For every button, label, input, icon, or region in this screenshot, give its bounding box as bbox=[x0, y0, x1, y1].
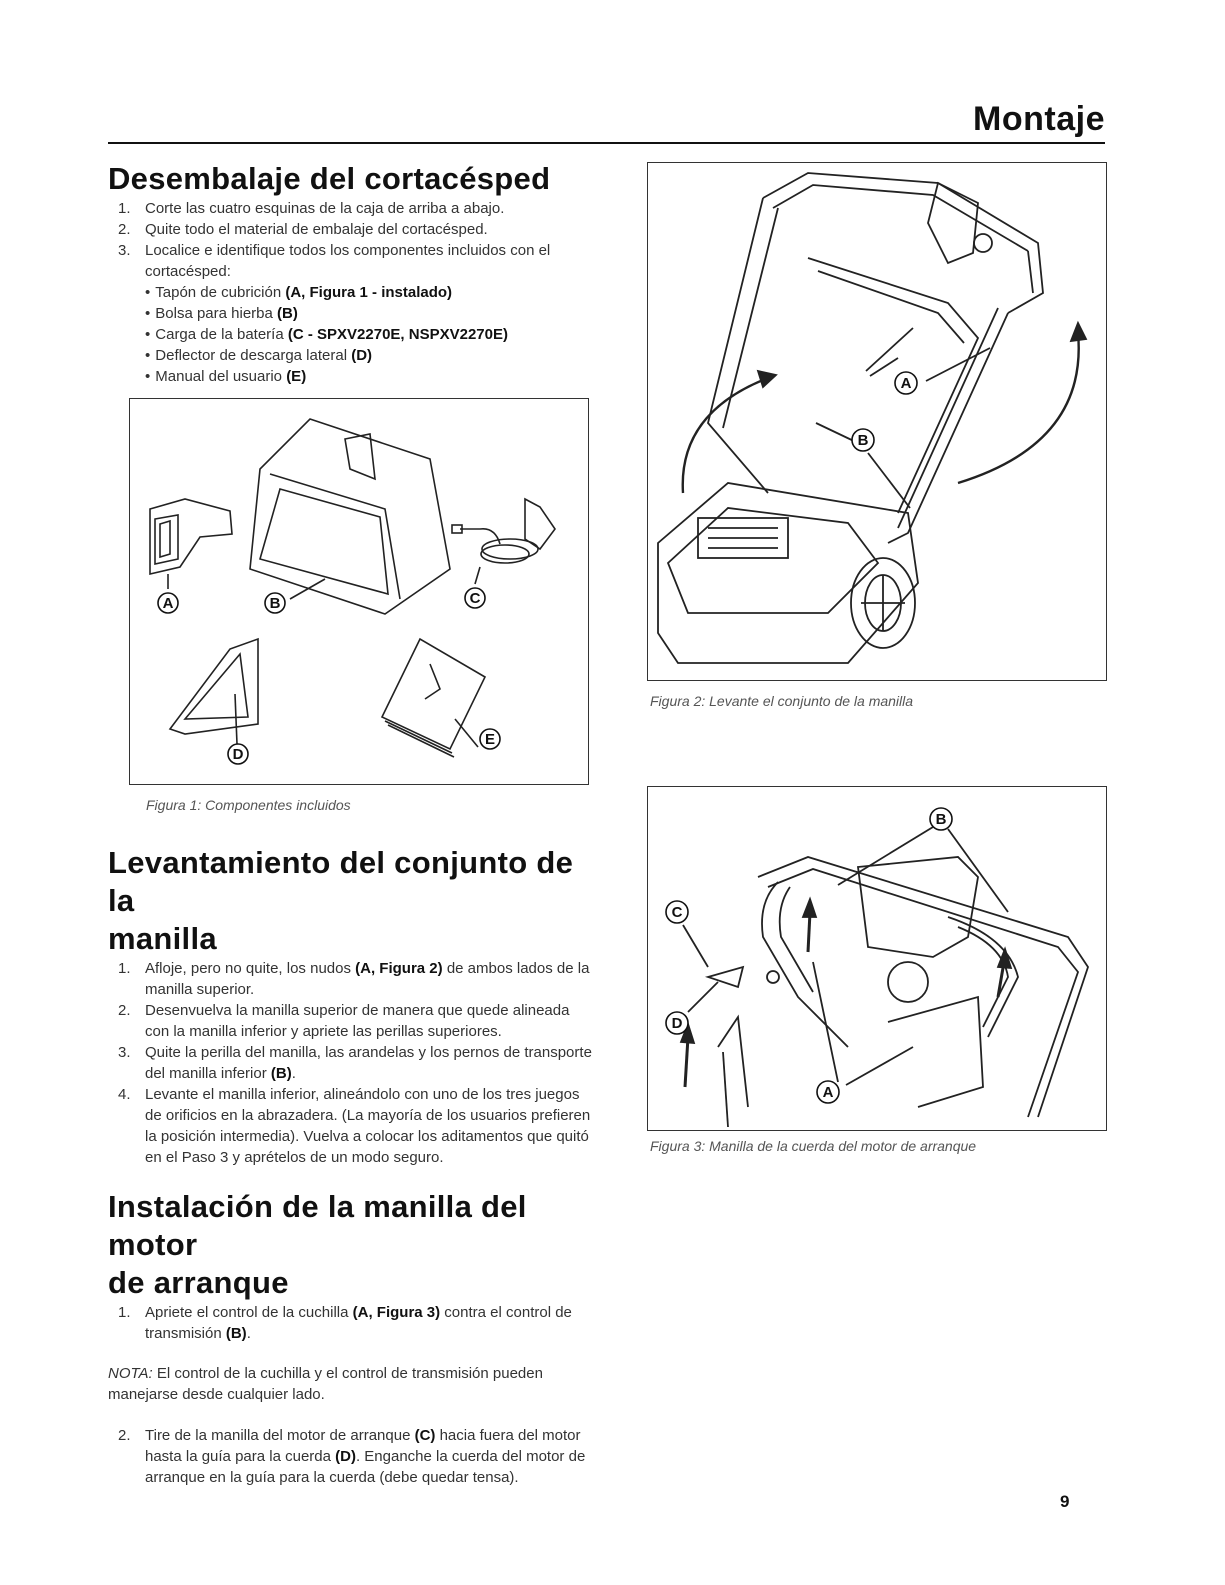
arrow-up-a bbox=[808, 912, 810, 952]
unpacking-title: Desembalaje del cortacésped bbox=[108, 161, 551, 196]
arrow-up-d bbox=[685, 1037, 688, 1087]
figure-1 bbox=[129, 398, 589, 785]
figure-3-caption: Figura 3: Manilla de la cuerda del motor de arranque bbox=[650, 1138, 977, 1154]
list-item: 3. Localice e identifique todos los componentes incluidos con el cortacésped: • Tapón de cubrición (A, Figura 1 - instalado) • Bolsa para hierba (B) • Carga de la batería (C - SPXV2270E, NSPXV2270E) • Deflector de descarga lateral (D) • Manual del usuario (E) bbox=[108, 240, 592, 387]
starter-steps-continued bbox=[108, 1425, 592, 1488]
upper-handle bbox=[763, 173, 1043, 313]
control-housing bbox=[858, 857, 978, 957]
starter-handle bbox=[708, 967, 743, 987]
list-item: 1. Apriete el control de la cuchilla (A, Figura 3) contra el control de transmisión (B). bbox=[118, 1304, 572, 1342]
page-number: 9 bbox=[1060, 1492, 1070, 1511]
figure-3 bbox=[647, 786, 1107, 1131]
starter-section bbox=[108, 1188, 592, 1488]
figure-2-caption: Figura 2: Levante el conjunto de la manilla bbox=[650, 693, 914, 709]
handle-steps bbox=[108, 958, 592, 1168]
component-item: • Carga de la batería (C - SPXV2270E, NSPXV2270E) bbox=[145, 324, 592, 345]
component-item: • Bolsa para hierba (B) bbox=[145, 303, 592, 324]
left-rail bbox=[708, 198, 768, 493]
side-discharge-deflector-drawing bbox=[170, 639, 258, 744]
handle-title: Levantamiento del conjunto de la manilla bbox=[108, 845, 574, 956]
component-item: • Deflector de descarga lateral (D) bbox=[145, 345, 592, 366]
header-rule bbox=[108, 142, 1105, 144]
mower-deck bbox=[658, 483, 918, 663]
callout-c-letter: C bbox=[671, 904, 683, 921]
callout-e-letter: E bbox=[484, 731, 496, 748]
figure-1-illustration bbox=[130, 399, 588, 784]
blade-control-bail bbox=[762, 882, 848, 1047]
unpacking-steps bbox=[108, 198, 592, 387]
owners-manual-drawing bbox=[382, 639, 485, 757]
figure-3-illustration bbox=[648, 787, 1106, 1130]
callout-c-letter: C bbox=[469, 590, 481, 607]
list-item: 4. Levante el manilla inferior, alineándolo con uno de los tres juegos de orificios en la abrazadera. (La mayoría de los usuarios prefieren la posición intermedia). Vuelva a colocar los aditamentos que quitó en el Paso 3 y aprételos de un modo seguro. bbox=[118, 1086, 591, 1166]
section-header: Montaje bbox=[973, 100, 1105, 138]
callout-b-letter: B bbox=[935, 811, 947, 828]
list-item: 2. Quite todo el material de embalaje del cortacésped. bbox=[118, 221, 488, 238]
starter-steps bbox=[108, 1302, 592, 1344]
component-item: • Manual del usuario (E) bbox=[145, 366, 592, 387]
callout-a-letter: A bbox=[900, 375, 912, 392]
callout-b-letter: B bbox=[269, 595, 281, 612]
battery-charger-drawing bbox=[452, 499, 555, 584]
list-item: 2. Tire de la manilla del motor de arranque (C) hacia fuera del motor hasta la guía para la cuerda (D). Enganche la cuerda del motor de arranque en la guía para la cuerda (debe quedar tensa). bbox=[118, 1427, 586, 1486]
unpacking-section bbox=[108, 160, 592, 387]
handle-frame bbox=[758, 857, 1088, 1117]
list-item: 3. Quite la perilla del manilla, las arandelas y los pernos de transporte del manilla inferior (B). bbox=[118, 1044, 592, 1082]
handle-section bbox=[108, 844, 592, 1168]
rotate-arrow-left bbox=[683, 378, 768, 493]
callout-b-letter: B bbox=[857, 432, 869, 449]
callout-a-letter: A bbox=[822, 1084, 834, 1101]
list-item: 2. Desenvuelva la manilla superior de manera que quede alineada con la manilla inferior y apriete las perillas superiores. bbox=[118, 1002, 570, 1040]
callout-a-letter: A bbox=[162, 595, 174, 612]
grass-bag-drawing bbox=[250, 419, 450, 614]
figure-2-illustration bbox=[648, 163, 1106, 680]
figure-2 bbox=[647, 162, 1107, 681]
list-item: 1. Corte las cuatro esquinas de la caja de arriba a abajo. bbox=[118, 200, 505, 217]
callout-d-letter: D bbox=[232, 746, 244, 763]
component-item: • Tapón de cubrición (A, Figura 1 - instalado) bbox=[145, 282, 592, 303]
list-item: 1. Afloje, pero no quite, los nudos (A, Figura 2) de ambos lados de la manilla superior. bbox=[118, 960, 590, 998]
starter-title: Instalación de la manilla del motor de arranque bbox=[108, 1189, 527, 1300]
mulch-plug-drawing bbox=[150, 499, 232, 589]
note: NOTA: El control de la cuchilla y el control de transmisión pueden manejarse desde cualquier lado. bbox=[108, 1365, 543, 1403]
component-list bbox=[145, 282, 592, 387]
callout-d-letter: D bbox=[671, 1015, 683, 1032]
figure-1-caption: Figura 1: Componentes incluidos bbox=[146, 797, 351, 813]
